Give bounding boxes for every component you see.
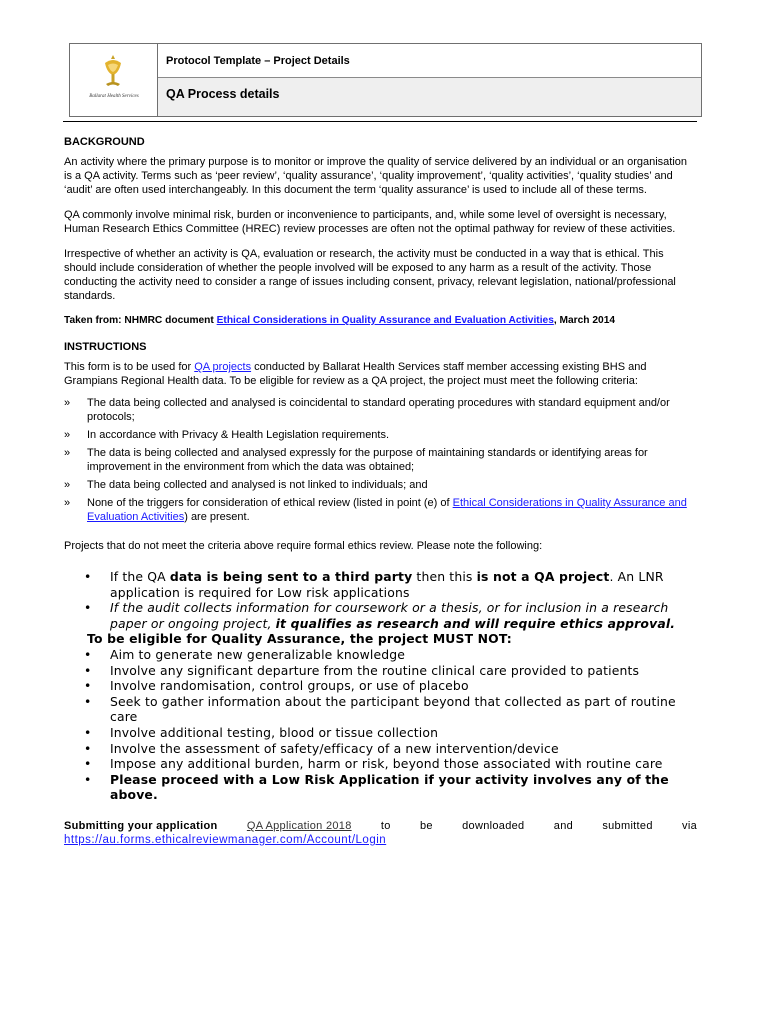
header-subtitle-row	[158, 78, 701, 116]
submit-word: via	[682, 819, 697, 832]
coursework-note	[64, 600, 697, 631]
submit-label: Submitting your application	[64, 819, 218, 832]
low-risk-text: Please proceed with a Low Risk Application if your activity involves any of the above.	[110, 771, 669, 803]
bullet-icon: •	[84, 569, 92, 584]
criteria-item	[64, 478, 697, 492]
criteria-text-end: ) are present.	[184, 511, 250, 523]
qa-notes-block	[64, 569, 697, 803]
low-risk-instruction	[64, 772, 697, 803]
submit-word: submitted	[602, 819, 653, 832]
must-not-text: Involve the assessment of safety/efficacy of a new intervention/device	[110, 740, 559, 756]
source-citation	[64, 314, 697, 328]
bullet-icon: •	[84, 756, 92, 772]
must-not-item	[64, 678, 697, 694]
note-emphasis: is not a QA project	[476, 569, 610, 584]
third-party-note	[64, 569, 697, 600]
must-not-item	[64, 756, 697, 772]
criteria-text-start: None of the triggers for consideration of ethical review (listed in point (e) of	[87, 497, 453, 509]
background-paragraph-3: Irrespective of whether an activity is QA, evaluation or research, the activity must be conducted in a way that is ethical. This should include consideration of whether the people involved will be exposed to any harm as a result of the activity. Those conducting the activity need to consider a range of issues including consent, privacy, relevant legislation, national/professional standards.	[64, 248, 676, 302]
note-emphasis: data is being sent to a third party	[169, 569, 413, 584]
must-not-item	[64, 663, 697, 679]
citation-suffix: , March 2014	[553, 315, 616, 326]
submit-line	[64, 819, 697, 833]
criteria-text: The data being collected and analysed is not linked to individuals; and	[87, 479, 428, 491]
criteria-text: The data is being collected and analysed expressly for the purpose of maintaining standards or identifying areas for improvement in the environment from which the data was obtained;	[87, 447, 648, 473]
chevron-bullet-icon: »	[64, 497, 71, 509]
must-not-item	[64, 694, 697, 725]
criteria-text: In accordance with Privacy & Health Legislation requirements.	[87, 429, 390, 441]
submit-word: be	[420, 819, 433, 832]
note-emphasis: it qualifies as research and will require ethics approval.	[275, 615, 676, 631]
note-text: . An LNR application is required for Low risk applications	[110, 569, 664, 600]
must-not-text: Seek to gather information about the participant beyond that collected as part of routine care	[110, 693, 676, 725]
criteria-note: Projects that do not meet the criteria above require formal ethics review. Please note the following:	[64, 540, 543, 552]
citation-prefix: Taken from: NHMRC document	[64, 315, 217, 326]
note-text: then this	[412, 569, 477, 584]
qa-application-link[interactable]: QA Application 2018	[246, 819, 352, 832]
ballarat-logo-icon	[100, 53, 126, 93]
page-title: Protocol Template – Project Details	[166, 55, 350, 67]
bullet-icon: •	[84, 693, 92, 709]
must-not-heading: To be eligible for Quality Assurance, the project MUST NOT:	[87, 631, 512, 647]
bullet-icon: •	[84, 678, 92, 694]
note-text: If the audit collects information for coursework or a thesis, or for inclusion in a research paper or ongoing project,	[110, 600, 669, 631]
header-divider	[63, 121, 697, 122]
bullet-icon: •	[84, 646, 92, 662]
header-title-row	[158, 44, 701, 78]
chevron-bullet-icon: »	[64, 447, 71, 459]
must-not-list	[64, 647, 697, 803]
document-header	[69, 43, 702, 117]
chevron-bullet-icon: »	[64, 479, 71, 491]
must-not-text: Impose any additional burden, harm or risk, beyond those associated with routine care	[110, 756, 663, 772]
criteria-item	[64, 396, 697, 424]
must-not-item	[64, 647, 697, 663]
submit-word: downloaded	[462, 819, 525, 832]
instructions-heading: INSTRUCTIONS	[64, 341, 147, 353]
intro-text-start: This form is to be used for	[64, 361, 195, 373]
bullet-icon: •	[84, 771, 92, 787]
bullet-icon: •	[84, 662, 92, 678]
must-not-text: Involve randomisation, control groups, or use of placebo	[110, 678, 469, 694]
intro-text-end: conducted by Ballarat Health Services staff member accessing existing BHS and Grampians Regional Health data. To be eligible for review as a QA project, the project must meet the following criteria:	[64, 361, 647, 387]
bullet-icon: •	[84, 740, 92, 756]
nhmrc-document-link[interactable]: Ethical Considerations in Quality Assurance and Evaluation Activities	[216, 315, 554, 326]
criteria-item	[64, 428, 697, 442]
bullet-icon: •	[84, 600, 92, 616]
must-not-text: Aim to generate new generalizable knowledge	[110, 646, 406, 662]
must-not-text: Involve additional testing, blood or tissue collection	[110, 724, 439, 740]
bullet-icon: •	[84, 724, 92, 740]
ethics-portal-link[interactable]: https://au.forms.ethicalreviewmanager.com/Account/Login	[64, 833, 387, 846]
criteria-item	[64, 446, 697, 474]
logo-wordmark: Ballarat Health Services	[89, 94, 139, 99]
criteria-text: The data being collected and analysed is coincidental to standard operating procedures with standard equipment and/or protocols;	[87, 397, 670, 423]
note-text: If the QA	[110, 569, 170, 584]
chevron-bullet-icon: »	[64, 397, 71, 409]
notes-list	[64, 569, 697, 631]
criteria-list	[64, 396, 697, 524]
qa-projects-link[interactable]: QA projects	[194, 361, 252, 373]
submit-word: and	[553, 819, 574, 832]
background-paragraph-2: QA commonly involve minimal risk, burden or inconvenience to participants, and, while some level of oversight is necessary, Human Research Ethics Committee (HREC) review processes are often not the optimal pathway for review of these activities.	[64, 209, 676, 235]
background-paragraph-1: An activity where the primary purpose is to monitor or improve the quality of service delivered by an individual or an organisation is a QA activity. Terms such as ‘peer review’, ‘quality assurance’, ‘quality improvement’, ‘quality activities’, ‘quality studies’ and ‘audit’ are often used interchangeably. In this document the term ‘quality assurance’ is used to include all of these terms.	[64, 156, 688, 196]
must-not-text: Involve any significant departure from the routine clinical care provided to patients	[110, 662, 640, 678]
instructions-intro	[64, 360, 697, 388]
criteria-item	[64, 496, 697, 524]
background-heading: BACKGROUND	[64, 136, 145, 148]
must-not-item	[64, 725, 697, 741]
page-subtitle: QA Process details	[166, 87, 280, 101]
logo-cell	[70, 44, 158, 116]
submit-word: to	[380, 819, 391, 832]
document-body	[64, 135, 697, 847]
must-not-item	[64, 741, 697, 757]
chevron-bullet-icon: »	[64, 429, 71, 441]
ethical-considerations-link[interactable]: Ethical Considerations in Quality Assurance and Evaluation Activities	[87, 497, 687, 523]
